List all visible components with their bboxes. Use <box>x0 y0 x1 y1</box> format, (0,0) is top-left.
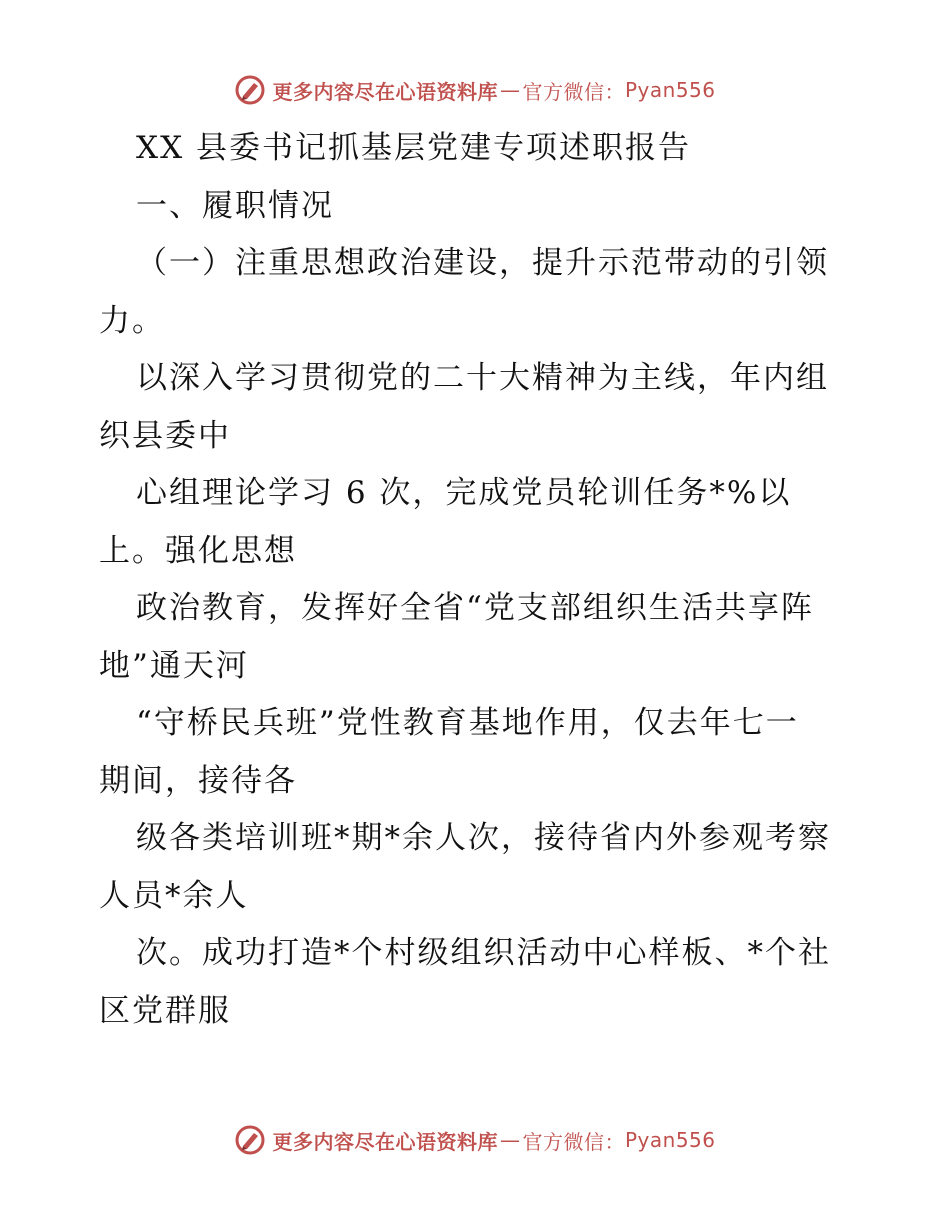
body-line: 级各类培训班*期*余人次，接待省内外参观考察 <box>136 820 831 856</box>
subsection-heading-line: 力。 <box>99 302 165 339</box>
document-body <box>99 120 859 1040</box>
body-line: 人员*余人 <box>99 877 249 914</box>
body-line: 以深入学习贯彻党的二十大精神为主线，年内组 <box>136 360 829 396</box>
body-line: 次。成功打造*个村级组织活动中心样板、*个社 <box>136 935 831 971</box>
body-line: 政治教育，发挥好全省“党支部组织生活共享阵 <box>136 590 814 626</box>
body-line: 区党群服 <box>99 992 231 1029</box>
subsection-heading-line: （一）注重思想政治建设，提升示范带动的引领 <box>136 245 829 281</box>
watermark-main-text: 更多内容尽在心语资料库 <box>272 1129 498 1154</box>
watermark-main-text: 更多内容尽在心语资料库 <box>272 79 498 104</box>
body-line: 地”通天河 <box>99 647 249 684</box>
watermark-dash: — <box>499 78 521 102</box>
body-line: 上。强化思想 <box>99 532 297 569</box>
watermark-official-label: 官方微信： <box>522 1129 625 1154</box>
footer-watermark <box>0 1120 950 1160</box>
watermark-official-label: 官方微信： <box>522 79 625 104</box>
body-line: 心组理论学习 6 次，完成党员轮训任务*%以 <box>136 475 792 511</box>
watermark-account: Pyan556 <box>624 1128 716 1152</box>
document-title: XX 县委书记抓基层党建专项述职报告 <box>136 130 691 166</box>
pen-in-circle-logo-icon <box>234 1124 266 1156</box>
watermark-dash: — <box>499 1128 521 1152</box>
body-line: “守桥民兵班”党性教育基地作用，仅去年七一 <box>136 705 799 741</box>
section-heading: 一、履职情况 <box>136 187 334 224</box>
body-line: 期间，接待各 <box>99 762 297 799</box>
header-watermark <box>0 70 950 110</box>
body-line: 织县委中 <box>99 417 231 454</box>
pen-in-circle-logo-icon <box>234 74 266 106</box>
watermark-account: Pyan556 <box>624 78 716 102</box>
